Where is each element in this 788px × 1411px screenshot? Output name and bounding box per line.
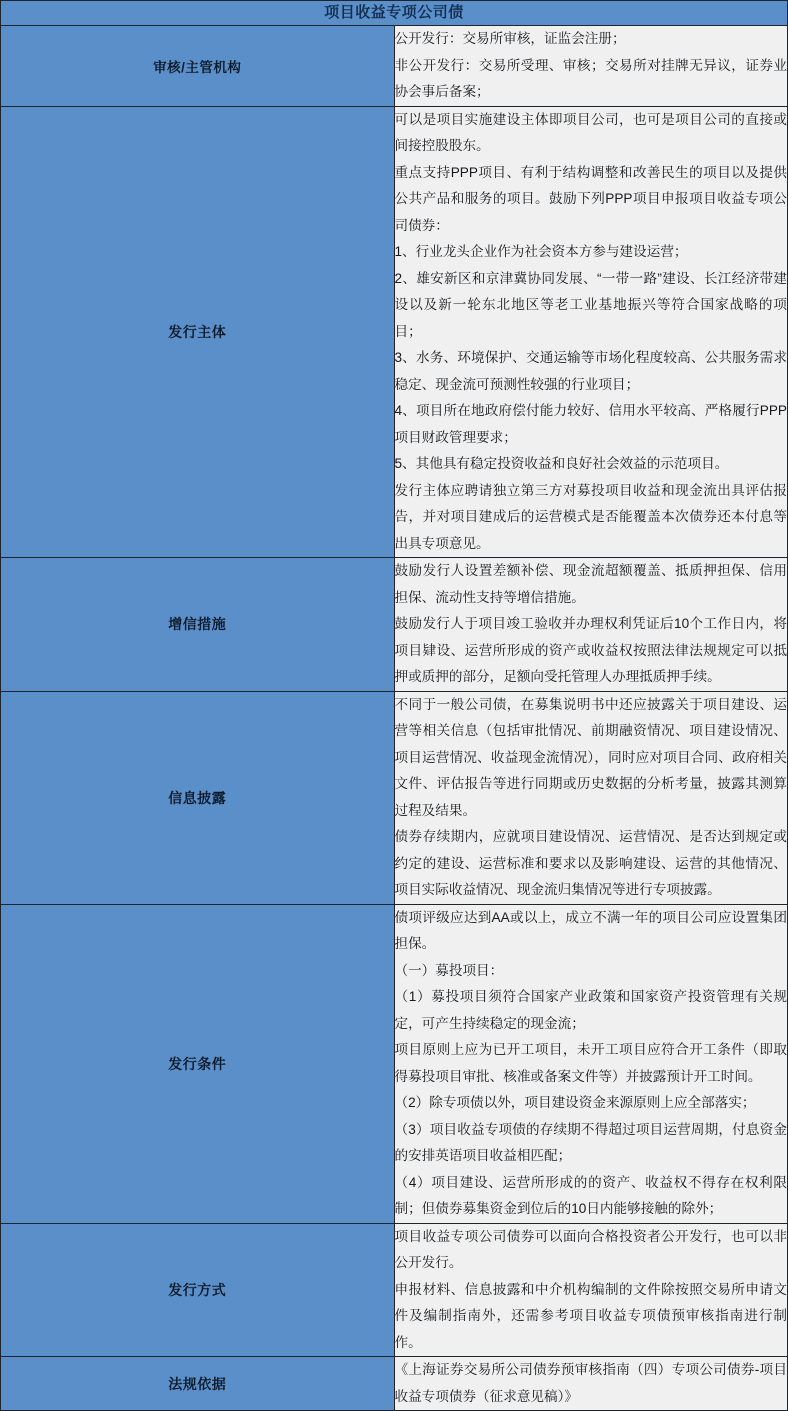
content-line: 发行主体应聘请独立第三方对募投项目收益和现金流出具评估报告，并对项目建成后的运营模式是否能覆盖本次债券还本付息等出具专项意见。	[394, 482, 787, 551]
content-line: 鼓励发行人于项目竣工验收并办理权利凭证后10个工作日内，将项目肄设、运营所形成的资产或收益权按照法律法规规定可以抵押或质押的部分，足额向受托管理人办理抵质押手续。	[394, 616, 787, 684]
content-line: 《上海证券交易所公司债券预审核指南（四）专项公司债券-项目收益专项债券（征求意见稿）》	[394, 1362, 787, 1404]
content-line: 可以是项目实施建设主体即项目公司，也可是项目公司的直接或间接控股股东。	[394, 111, 787, 153]
row-label-issuance-method: 发行方式	[1, 1223, 395, 1357]
table-row	[1, 691, 788, 904]
content-line: 4、项目所在地政府偿付能力较好、信用水平较高、严格履行PPP项目财政管理要求；	[394, 403, 787, 445]
content-line: 公开发行：交易所审核，证监会注册；	[394, 31, 626, 46]
row-content-review-authority	[394, 26, 788, 107]
document-title: 项目收益专项公司债	[1, 1, 788, 26]
content-line: 重点支持PPP项目、有利于结构调整和改善民生的项目以及提供公共产品和服务的项目。鼓励下列PPP项目申报项目收益专项公司债券：	[394, 164, 787, 233]
content-line: 1、行业龙头企业作为社会资本方参与建设运营；	[394, 244, 688, 259]
content-line: 2、雄安新区和京津冀协同发展、“一带一路”建设、长江经济带建设以及新一轮东北地区等老工业基地振兴等符合国家战略的项目；	[394, 270, 787, 339]
content-line: 鼓励发行人设置差额补偿、现金流超额覆盖、抵质押担保、信用担保、流动性支持等增信措施。	[394, 563, 787, 605]
row-label-issuer: 发行主体	[1, 106, 395, 558]
content-line: 5、其他具有稳定投资收益和良好社会效益的示范项目。	[394, 456, 729, 471]
content-line: （2）除专项债以外，项目建设资金来源原则上应全部落实；	[394, 1095, 756, 1110]
content-line: 不同于一般公司债，在募集说明书中还应披露关于项目建设、运营等相关信息（包括审批情况、前期融资情况、项目建设情况、项目运营情况、收益现金流情况），同时应对项目合同、政府相关文件、评估报告等进行同期或历史数据的分析考量，披露其测算过程及结果。	[394, 696, 787, 818]
table-row	[1, 1357, 788, 1411]
content-line: 非公开发行：交易所受理、审核；交易所对挂牌无异议，证券业协会事后备案；	[394, 57, 787, 99]
content-line: 3、水务、环境保护、交通运输等市场化程度较高、公共服务需求稳定、现金流可预测性较强的行业项目；	[394, 350, 787, 392]
row-label-information-disclosure: 信息披露	[1, 691, 395, 904]
table-row	[1, 1223, 788, 1357]
content-line: （4）项目建设、运营所形成的的资产、收益权不得存在权利限制；但债券募集资金到位后的10日内能够接触的除外；	[394, 1174, 787, 1216]
row-content-issuance-method	[394, 1223, 788, 1357]
table-row	[1, 904, 788, 1223]
table-row	[1, 26, 788, 107]
content-line: 项目原则上应为已开工项目，未开工项目应符合开工条件（即取得募投项目审批、核准或备案文件等）并披露预计开工时间。	[394, 1042, 787, 1084]
row-content-issuance-conditions	[394, 904, 788, 1223]
row-label-credit-enhancement: 增信措施	[1, 558, 395, 692]
table-row	[1, 106, 788, 558]
content-line: 债项评级应达到AA或以上，成立不满一年的项目公司应设置集团担保。	[394, 909, 787, 951]
row-content-issuer	[394, 106, 788, 558]
row-label-review-authority: 审核/主管机构	[1, 26, 395, 107]
content-line: 申报材料、信息披露和中介机构编制的文件除按照交易所申请文件及编制指南外，还需参考项目收益专项债预审核指南进行制作。	[394, 1281, 787, 1350]
content-line: （3）项目收益专项债的存续期不得超过项目运营周期，付息资金的安排英语项目收益相匹配；	[394, 1121, 787, 1163]
content-line: 项目收益专项公司债券可以面向合格投资者公开发行，也可以非公开发行。	[394, 1228, 787, 1270]
table-title-row	[1, 1, 788, 26]
table-row	[1, 558, 788, 692]
row-label-legal-basis: 法规依据	[1, 1357, 395, 1411]
content-line: 债券存续期内，应就项目建设情况、运营情况、是否达到规定或约定的建设、运营标准和要求以及影响建设、运营的其他情况、项目实际收益情况、现金流归集情况等进行专项披露。	[394, 829, 787, 897]
row-content-information-disclosure	[394, 691, 788, 904]
row-content-credit-enhancement	[394, 558, 788, 692]
row-label-issuance-conditions: 发行条件	[1, 904, 395, 1223]
row-content-legal-basis	[394, 1357, 788, 1411]
content-line: （一）募投项目：	[394, 962, 504, 978]
content-line: （1）募投项目须符合国家产业政策和国家资产投资管理有关规定，可产生持续稳定的现金流；	[394, 989, 787, 1031]
